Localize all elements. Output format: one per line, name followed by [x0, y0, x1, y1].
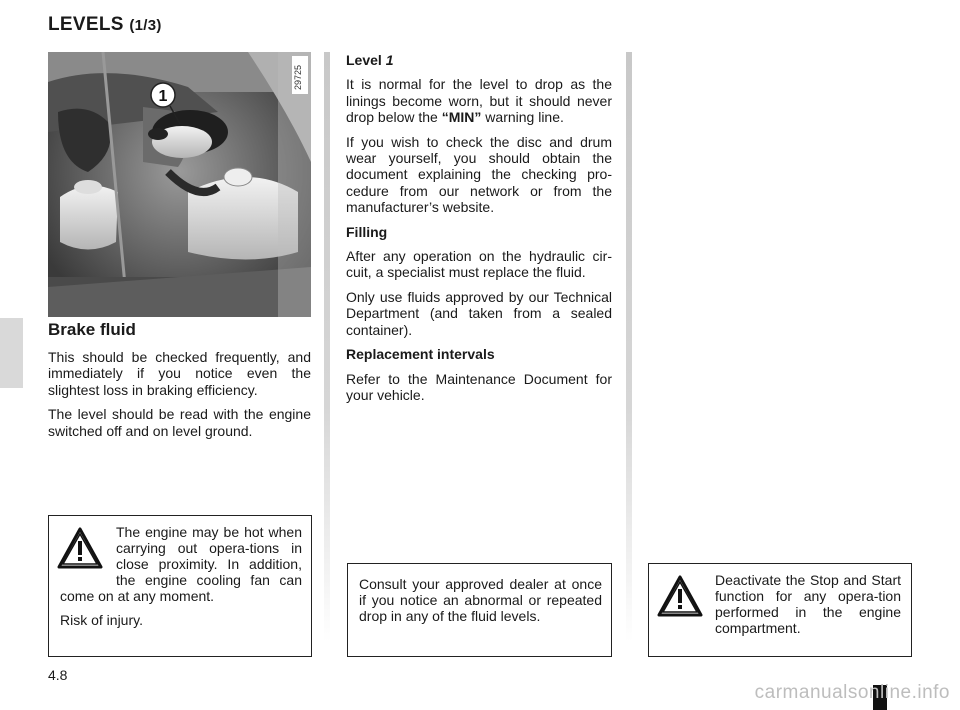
stop-start-text: Deactivate the Stop and Start function for any opera-tion performed in the engine compartment. — [715, 572, 901, 636]
column-divider — [626, 52, 632, 642]
level-heading: Level 1 — [346, 52, 394, 68]
consult-text: Consult your approved dealer at once if you notice an abnormal or repeated drop in any of the fluid levels. — [359, 576, 602, 624]
page-number: 4.8 — [48, 667, 68, 683]
callout-number: 1 — [158, 88, 168, 105]
page-title — [48, 14, 162, 36]
image-code: 29725 — [293, 64, 303, 90]
stop-start-warning-box — [648, 563, 912, 657]
column-2-text — [346, 52, 612, 411]
chapter-tab — [0, 318, 23, 388]
warning-text: The engine may be hot when carrying out opera-tions in close proximity. In addition, the engine cooling fan can come on at any moment. — [60, 524, 302, 604]
paragraph: Only use fluids approved by our Technical Department (and taken from a sealed container). — [346, 288, 612, 338]
paragraph: If you wish to check the disc and drum wear yourself, you should obtain the document explaining the checking pro-cedure from our network or from the manufacturer’s website. — [346, 133, 612, 216]
paragraph: The level should be read with the engine switched off and on level ground. — [48, 406, 311, 439]
risk-text: Risk of injury. — [60, 612, 143, 628]
consult-dealer-box — [347, 563, 612, 657]
column-divider — [324, 52, 330, 642]
brake-fluid-heading: Brake fluid — [48, 320, 136, 339]
column-1-text — [48, 349, 311, 447]
title-text: LEVELS — [48, 14, 124, 35]
filling-heading: Filling — [346, 223, 388, 240]
brake-fluid-photo — [48, 52, 311, 317]
paragraph: It is normal for the level to drop as the linings become worn, but it should never drop below the “MIN” warning line. — [346, 76, 612, 126]
paragraph: After any operation on the hydraulic cir-cuit, a specialist must replace the fluid. — [346, 248, 612, 281]
replacement-intervals-heading: Replacement intervals — [346, 346, 495, 363]
warning-triangle-icon — [657, 574, 703, 618]
paragraph: Refer to the Maintenance Document for your vehicle. — [346, 370, 612, 403]
paragraph: This should be checked frequently, and immediately if you notice even the slightest loss in braking efficiency. — [48, 349, 311, 398]
engine-hot-warning-box — [48, 515, 312, 657]
watermark: carmanualsonline.info — [754, 682, 950, 703]
title-sub: (1/3) — [129, 17, 162, 34]
